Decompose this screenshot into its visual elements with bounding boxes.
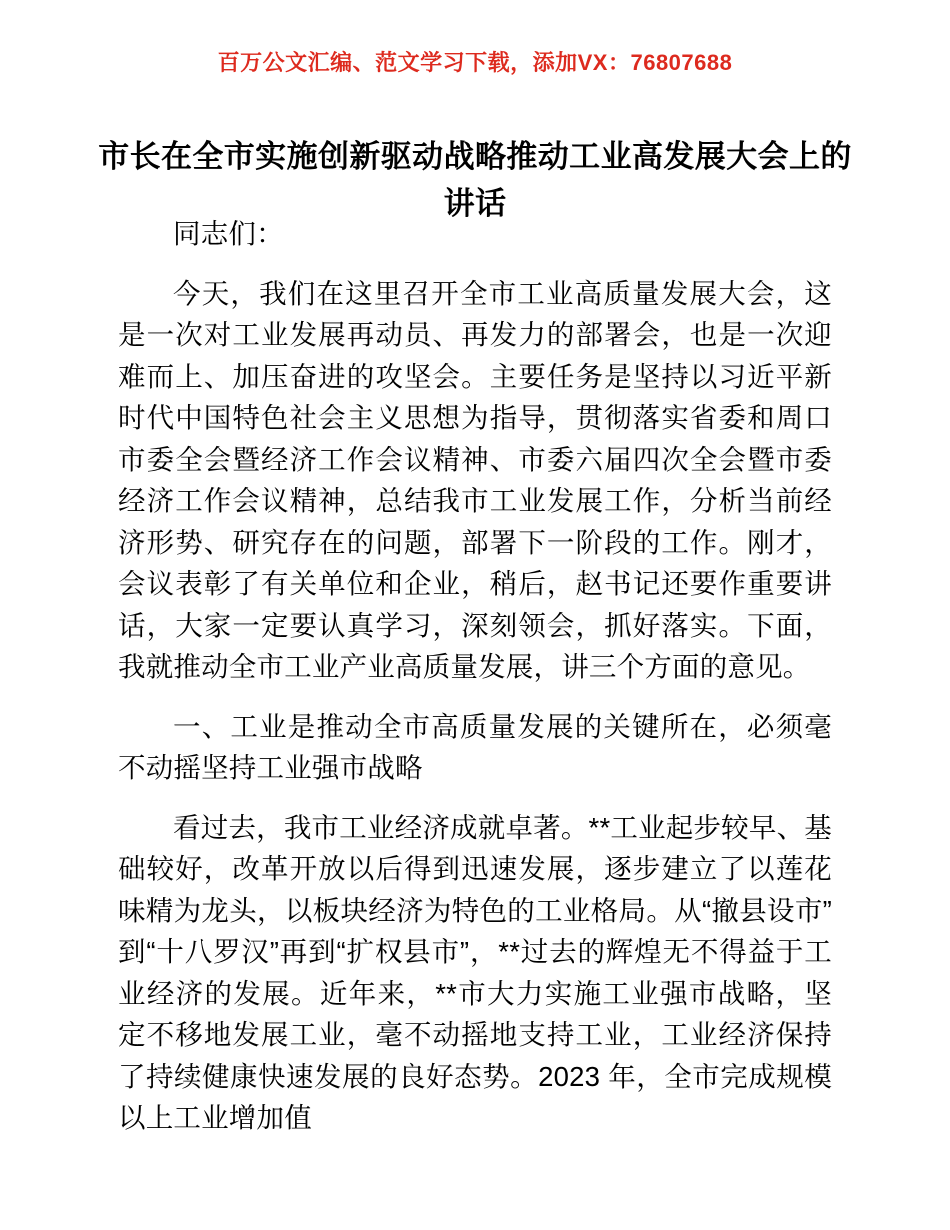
promo-banner xyxy=(0,52,950,74)
salutation-line: 同志们： xyxy=(173,218,284,249)
section-heading-one: 一、工业是推动全市高质量发展的关键所在，必须毫不动摇坚持工业强市战略 xyxy=(118,710,832,783)
paragraph-opening: 今天，我们在这里召开全市工业高质量发展大会，这是一次对工业发展再动员、再发力的部署会，也是一次迎难而上、加压奋进的攻坚会。主要任务是坚持以习近平新时代中国特色社会主义思想为指导，贯彻落实省委和周口市委全会暨经济工作会议精神、市委六届四次全会暨市委经济工作会议精神，总结我市工业发展工作，分析当前经济形势、研究存在的问题，部署下一阶段的工作。刚才，会议表彰了有关单位和企业，稍后，赵书记还要作重要讲话，大家一定要认真学习，深刻领会，抓好落实。下面，我就推动全市工业产业高质量发展，讲三个方面的意见。 xyxy=(118,277,832,682)
document-title: 市长在全市实施创新驱动战略推动工业高发展大会上的讲话 xyxy=(98,138,852,221)
promo-watermark-text: 百万公文汇编、范文学习下载，添加VX：76807688 xyxy=(217,50,733,75)
paragraph-section-one-body: 看过去，我市工业经济成就卓著。**工业起步较早、基础较好，改革开放以后得到迅速发展，逐步建立了以莲花味精为龙头，以板块经济为特色的工业格局。从“撤县设市”到“十八罗汉”再到“扩权县市”，**过去的辉煌无不得益于工业经济的发展。近年来，**市大力实施工业强市战略，坚定不移地发展工业，毫不动摇地支持工业，工业经济保持了持续健康快速发展的良好态势。2023 年，全市完成规模以上工业增加值 xyxy=(118,811,832,1133)
document-body xyxy=(118,213,832,1139)
